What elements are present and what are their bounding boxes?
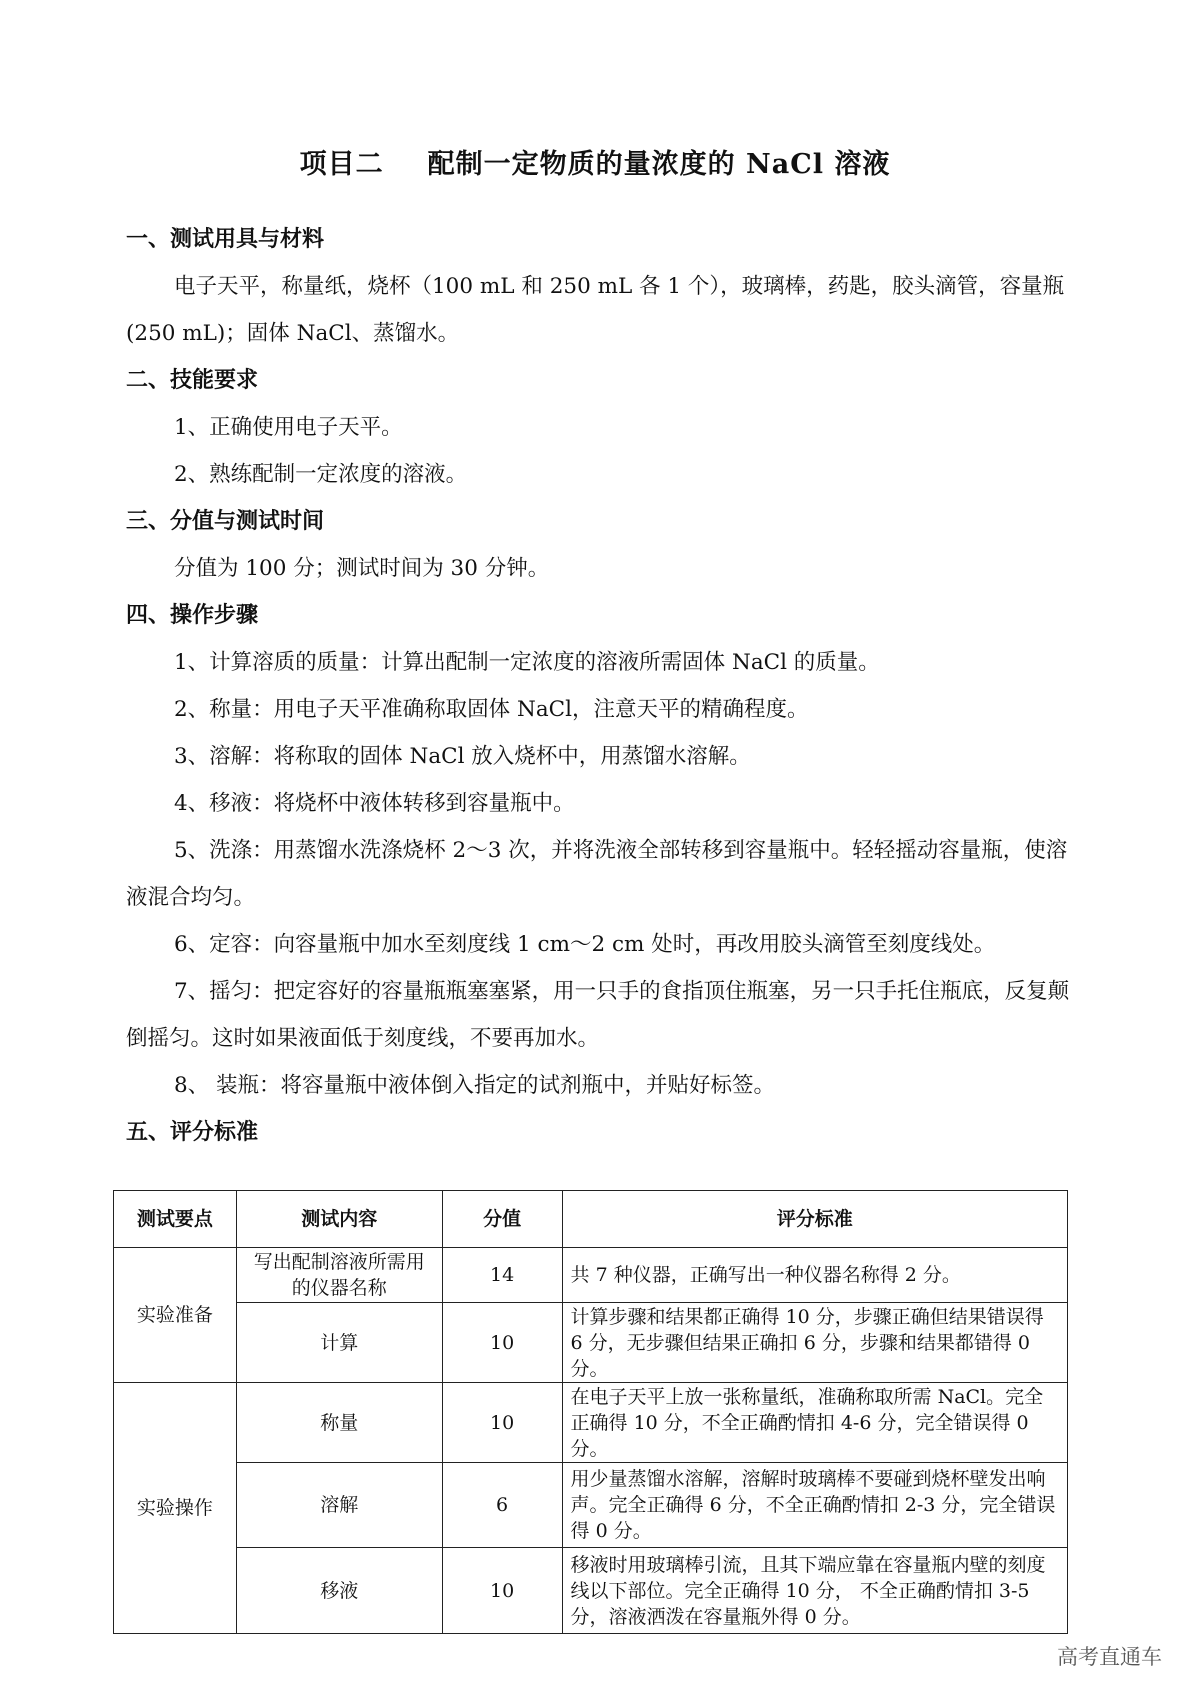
criteria-cell: 计算步骤和结果都正确得 10 分，步骤正确但结果错误得 6 分，无步骤但结果正确扣 6 分，步骤和结果都错得 0 分。 [562,1303,1067,1383]
criteria-cell: 移液时用玻璃棒引流，且其下端应靠在容量瓶内壁的刻度线以下部位。完全正确得 10 分， 不全正确酌情扣 3-5 分，溶液洒泼在容量瓶外得 0 分。 [562,1548,1067,1634]
page-title [0,142,1190,181]
score-time-paragraph: 分值为 100 分；测试时间为 30 分钟。 [174,556,550,581]
materials-paragraph: 电子天平，称量纸，烧杯（100 mL 和 250 mL 各 1 个），玻璃棒，药匙，胶头滴管，容量瓶(250 mL)；固体 NaCl、蒸馏水。 [126,274,1065,346]
score-cell: 10 [442,1548,562,1634]
document-body [126,216,1071,1156]
watermark-text: 高考直通车 [1057,1645,1162,1669]
criteria-cell: 在电子天平上放一张称量纸，准确称取所需 NaCl。完全正确得 10 分，不全正确酌情扣 4-6 分，完全错误得 0 分。 [562,1383,1067,1463]
table-header-cell: 测试要点 [114,1191,237,1248]
score-cell: 10 [442,1303,562,1383]
step-item: 4、移液：将烧杯中液体转移到容量瓶中。 [174,791,575,816]
step-item: 3、溶解：将称取的固体 NaCl 放入烧杯中，用蒸馏水溶解。 [174,744,751,769]
skill-item: 1、正确使用电子天平。 [174,415,403,440]
step-item: 1、计算溶质的质量：计算出配制一定浓度的溶液所需固体 NaCl 的质量。 [174,650,880,675]
scoring-table [113,1190,1068,1634]
criteria-cell: 共 7 种仪器，正确写出一种仪器名称得 2 分。 [562,1248,1067,1303]
step-item: 2、称量：用电子天平准确称取固体 NaCl，注意天平的精确程度。 [174,697,809,722]
section-heading-skills: 二、技能要求 [126,367,259,393]
section-heading-score-time: 三、分值与测试时间 [126,508,325,534]
table-header-row [114,1191,1068,1248]
step-item: 5、洗涤：用蒸馏水洗涤烧杯 2～3 次，并将洗液全部转移到容量瓶中。轻轻摇动容量瓶，使溶液混合均匀。 [126,838,1068,910]
step-item: 6、定容：向容量瓶中加水至刻度线 1 cm～2 cm 处时，再改用胶头滴管至刻度线处。 [174,932,996,957]
table-header-cell: 分值 [442,1191,562,1248]
content-cell: 计算 [236,1303,442,1383]
content-cell: 溶解 [236,1463,442,1548]
table-header-cell: 测试内容 [236,1191,442,1248]
score-cell: 6 [442,1463,562,1548]
section-heading-scoring: 五、评分标准 [126,1119,259,1145]
title-project-number: 项目二 [299,149,384,180]
table-row [114,1548,1068,1634]
table-row [114,1303,1068,1383]
content-cell: 称量 [236,1383,442,1463]
table-row [114,1248,1068,1303]
table-header-cell: 评分标准 [562,1191,1067,1248]
section-heading-materials: 一、测试用具与材料 [126,226,325,252]
title-project-name: 配制一定物质的量浓度的 NaCl 溶液 [427,149,891,180]
step-item: 7、摇匀：把定容好的容量瓶瓶塞塞紧，用一只手的食指顶住瓶塞，另一只手托住瓶底，反复颠倒摇匀。这时如果液面低于刻度线，不要再加水。 [126,979,1070,1051]
step-item: 8、 装瓶：将容量瓶中液体倒入指定的试剂瓶中，并贴好标签。 [174,1073,776,1098]
table-row [114,1463,1068,1548]
table-row [114,1383,1068,1463]
criteria-cell: 用少量蒸馏水溶解，溶解时玻璃棒不要碰到烧杯壁发出响声。完全正确得 6 分，不全正确酌情扣 2-3 分，完全错误得 0 分。 [562,1463,1067,1548]
score-cell: 10 [442,1383,562,1463]
content-cell: 写出配制溶液所需用的仪器名称 [236,1248,442,1303]
skill-item: 2、熟练配制一定浓度的溶液。 [174,462,468,487]
section-heading-steps: 四、操作步骤 [126,602,259,628]
content-cell: 移液 [236,1548,442,1634]
group-cell-operation: 实验操作 [114,1383,237,1634]
group-cell-preparation: 实验准备 [114,1248,237,1383]
score-cell: 14 [442,1248,562,1303]
